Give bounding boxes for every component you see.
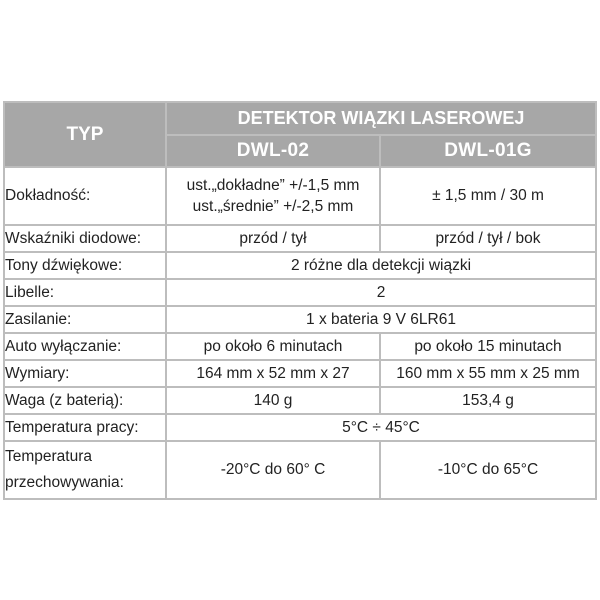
- row-label: Zasilanie:: [4, 306, 166, 333]
- row-label: Wskaźniki diodowe:: [4, 225, 166, 252]
- weight-value-b: 153,4 g: [380, 387, 596, 414]
- dimensions-value-b: 160 mm x 55 mm x 25 mm: [380, 360, 596, 387]
- table-row-accuracy: [4, 167, 596, 225]
- table-row-weight: [4, 387, 596, 414]
- libelle-value: 2: [166, 279, 596, 306]
- accuracy-value-a: [166, 167, 380, 225]
- table-row-op-temp: [4, 414, 596, 441]
- row-label: Tony dźwiękowe:: [4, 252, 166, 279]
- header-row-1: [4, 102, 596, 135]
- tones-value: 2 różne dla detekcji wiązki: [166, 252, 596, 279]
- row-label: Waga (z baterią):: [4, 387, 166, 414]
- row-label: Dokładność:: [4, 167, 166, 225]
- model-b-header: DWL-01G: [380, 135, 596, 167]
- table-row-storage-temp: [4, 441, 596, 499]
- accuracy-value-b: ± 1,5 mm / 30 m: [380, 167, 596, 225]
- diodes-value-b: przód / tył / bok: [380, 225, 596, 252]
- accuracy-a-line2: ust.„średnie” +/-2,5 mm: [192, 198, 354, 215]
- autooff-value-b: po około 15 minutach: [380, 333, 596, 360]
- row-label: Wymiary:: [4, 360, 166, 387]
- row-label: [4, 441, 166, 499]
- storage-temp-value-b: -10°C do 65°C: [380, 441, 596, 499]
- row-label: Libelle:: [4, 279, 166, 306]
- storage-label-line1: Temperatura: [5, 448, 93, 465]
- spec-table: [3, 101, 597, 500]
- dimensions-value-a: 164 mm x 52 mm x 27: [166, 360, 380, 387]
- typ-header: TYP: [4, 102, 166, 167]
- row-label: Auto wyłączanie:: [4, 333, 166, 360]
- op-temp-value: 5°C ÷ 45°C: [166, 414, 596, 441]
- accuracy-a-line1: ust.„dokładne” +/-1,5 mm: [186, 177, 360, 194]
- table-row-power: [4, 306, 596, 333]
- diodes-value-a: przód / tył: [166, 225, 380, 252]
- table-row-dimensions: [4, 360, 596, 387]
- autooff-value-a: po około 6 minutach: [166, 333, 380, 360]
- table-row-tones: [4, 252, 596, 279]
- model-a-header: DWL-02: [166, 135, 380, 167]
- row-label: Temperatura pracy:: [4, 414, 166, 441]
- storage-temp-value-a: -20°C do 60° C: [166, 441, 380, 499]
- table-row-diodes: [4, 225, 596, 252]
- weight-value-a: 140 g: [166, 387, 380, 414]
- product-header: DETEKTOR WIĄZKI LASEROWEJ: [166, 102, 596, 135]
- storage-label-line2: przechowywania:: [5, 474, 124, 491]
- power-value: 1 x bateria 9 V 6LR61: [166, 306, 596, 333]
- table-row-libelle: [4, 279, 596, 306]
- table-row-autooff: [4, 333, 596, 360]
